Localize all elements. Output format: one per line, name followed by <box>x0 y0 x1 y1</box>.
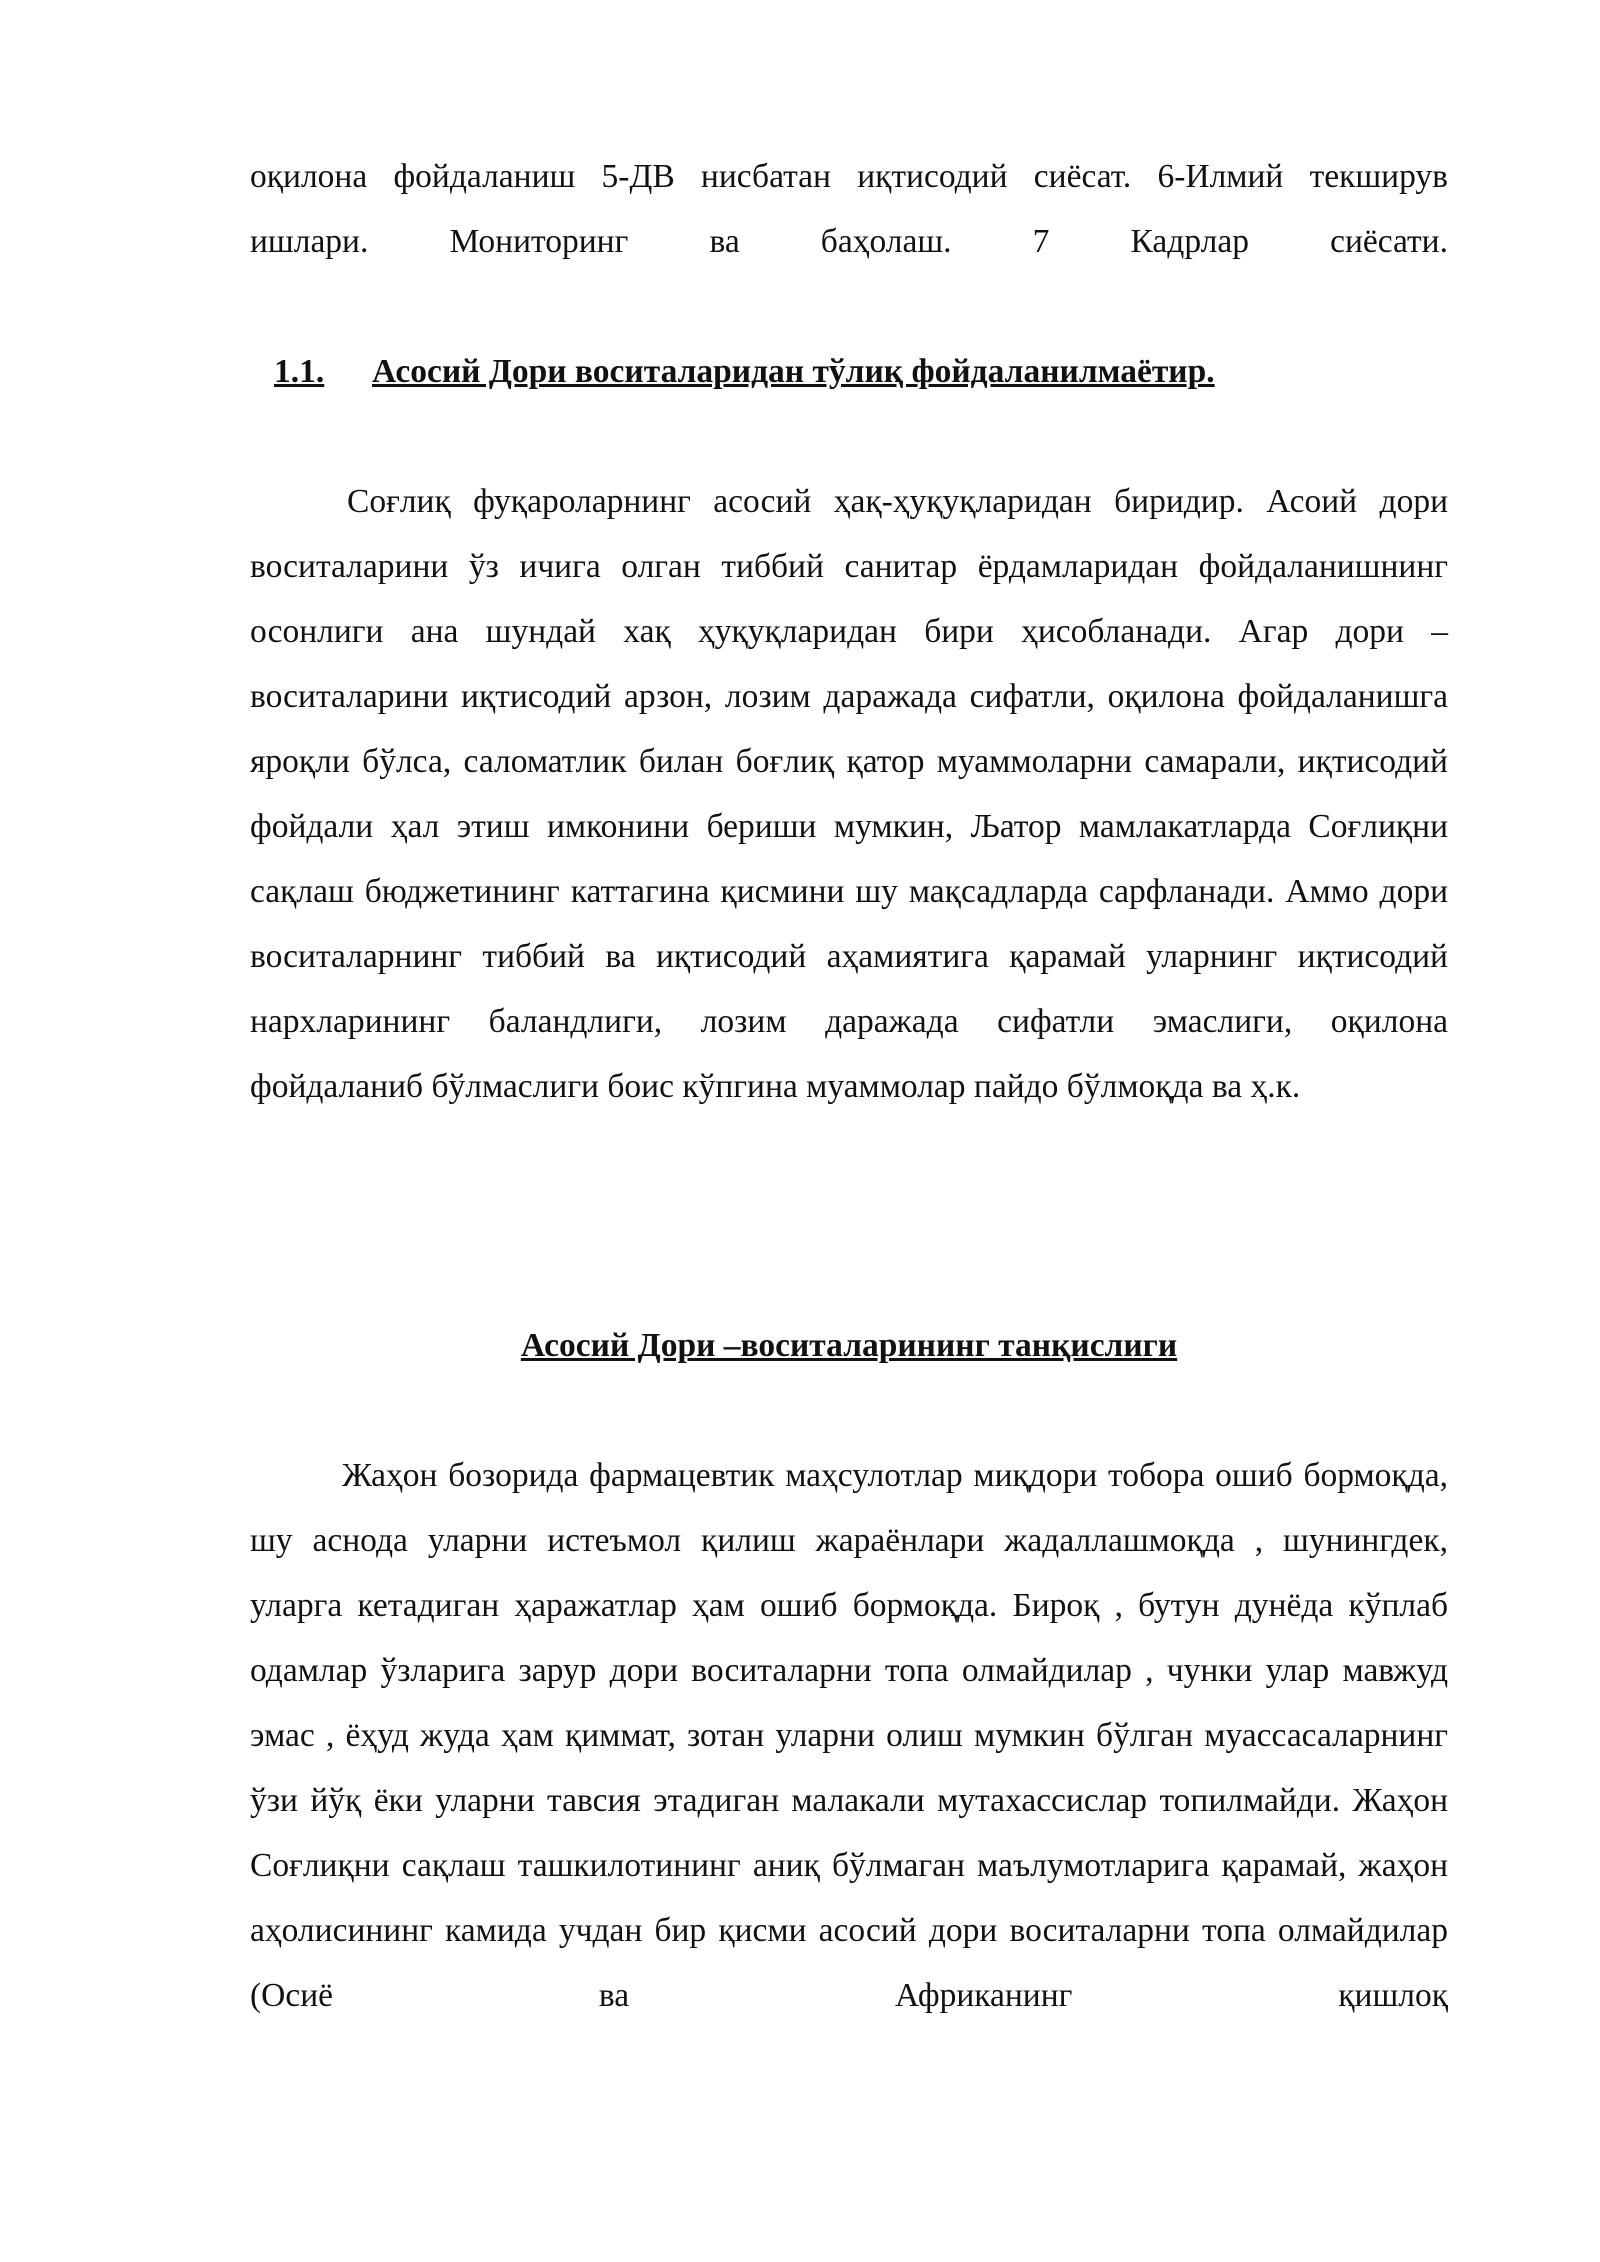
body-paragraph-2: Жаҳон бозорида фармацевтик маҳсулотлар миқдори тобора ошиб бормоқда, шу аснода уларни истеъмол қилиш жараёнлари жадаллашмоқда , шунингдек, уларга кетадиган ҳаражатлар ҳам ошиб бормоқда. Бироқ , бутун дунёда кўплаб одамлар ўзларига зарур дори воситаларни топа олмайдилар , чунки улар мавжуд эмас , ёҳуд жуда ҳам қиммат, зотан уларни олиш мумкин бўлган муассасаларнинг ўзи йўқ ёки уларни тавсия этадиган малакали мутахассислар топилмайди. Жаҳон Соғлиқни сақлаш ташкилотининг аниқ бўлмаган маълумотларига қарамай, жаҳон аҳолисининг камида учдан бир қисми асосий дори воситаларни топа олмайдилар (Осиё ва Африканинг қишлоқ <box>250 1457 1448 2014</box>
section-title: Асосий Дори воситаларидан тўлиқ фойдаланилмаётир. <box>372 353 1215 390</box>
section-heading-1 <box>274 339 1448 404</box>
intro-paragraph: оқилона фойдаланиш 5-ДВ нисбатан иқтисодий сиёсат. 6-Илмий текширув ишлари. Мониторинг ва баҳолаш. 7 Кадрлар сиёсати. <box>250 158 1448 260</box>
body-paragraph-1: Соғлиқ фуқароларнинг асосий ҳақ-ҳуқуқларидан биридир. Асоий дори воситаларини ўз ичига олган тиббий санитар ёрдамларидан фойдаланишнинг осонлиги ана шундай хақ ҳуқуқларидан бири ҳисобланади. Агар дори –воситаларини иқтисодий арзон, лозим даражада сифатли, оқилона фойдаланишга яроқли бўлса, саломатлик билан боғлиқ қатор муаммоларни самарали, иқтисодий фойдали ҳал этиш имконини бериши мумкин, Љатор мамлакатларда Соғлиқни сақлаш бюджетининг каттагина қисмини шу мақсадларда сарфланади. Аммо дори воситаларнинг тиббий ва иқтисодий аҳамиятига қарамай уларнинг иқтисодий нархларининг баландлиги, лозим даражада сифатли эмаслиги, оқилона фойдаланиб бўлмаслиги боис кўпгина муаммолар пайдо бўлмоқда ва ҳ.к. <box>250 483 1448 1105</box>
section-number: 1.1. <box>274 353 325 390</box>
section-heading-2: Асосий Дори –воситаларининг танқислиги <box>520 1327 1178 1364</box>
